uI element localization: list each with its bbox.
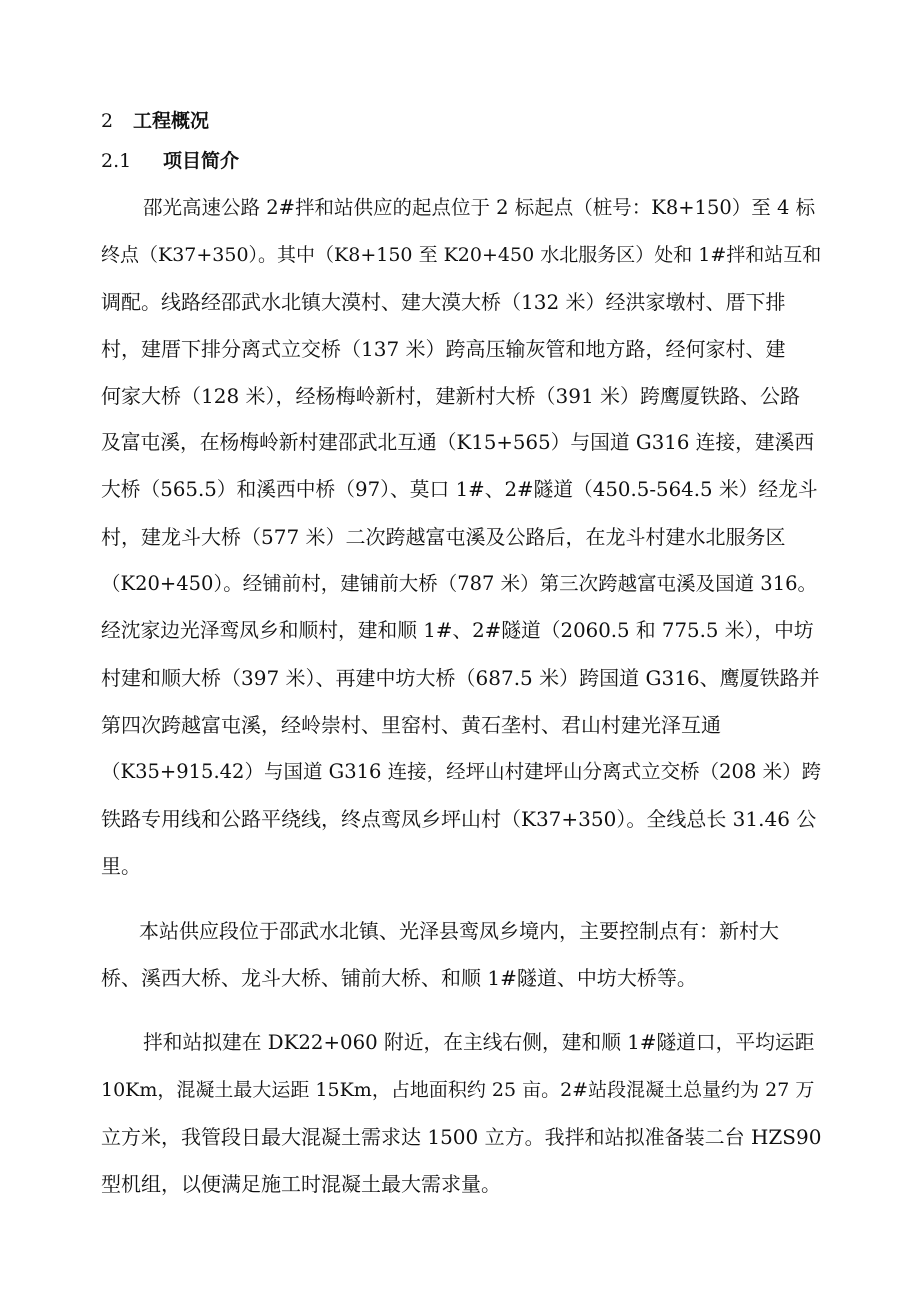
text-line: 10Km，混凝土最大运距 15Km，占地面积约 25 亩。2#站段混凝土总量约为 27 万 (101, 1079, 815, 1101)
text-line: 终点（K37+350）。其中（K8+150 至 K20+450 水北服务区）处和 1#拌和站互和 (101, 244, 822, 266)
text-line: 及富屯溪，在杨梅岭新村建邵武北互通（K15+565）与国道 G316 连接，建溪西 (101, 431, 815, 454)
subsection-heading (101, 149, 239, 173)
text-line: 铁路专用线和公路平绕线，终点鸾凤乡坪山村（K37+350）。全线总长 31.46 公 (101, 807, 817, 831)
text-line: 何家大桥（128 米），经杨梅岭新村，建新村大桥（391 米）跨鹰厦铁路、公路 (101, 384, 801, 408)
subsection-number: 2.1 (101, 150, 132, 172)
text-line: 立方米，我管段日最大混凝土需求达 1500 立方。我拌和站拟准备装二台 HZS90 (101, 1125, 822, 1149)
text-line: 型机组，以便满足施工时混凝土最大需求量。 (101, 1172, 501, 1196)
subsection-title: 项目简介 (163, 150, 240, 172)
text-line: （K20+450）。经铺前村，建铺前大桥（787 米）第三次跨越富屯溪及国道 316。 (101, 572, 818, 595)
section-heading (101, 109, 209, 133)
text-line: （K35+915.42）与国道 G316 连接，经坪山村建坪山分离式立交桥（208 米）跨 (101, 760, 822, 783)
text-line: 里。 (101, 854, 141, 878)
text-line: 村建和顺大桥（397 米）、再建中坊大桥（687.5 米）跨国道 G316、鹰厦铁路并 (101, 666, 820, 690)
text-line: 桥、溪西大桥、龙斗大桥、铺前大桥、和顺 1#隧道、中坊大桥等。 (101, 966, 697, 990)
text-line: 经沈家边光泽鸾凤乡和顺村，建和顺 1#、2#隧道（2060.5 和 775.5 米），中坊 (101, 619, 814, 642)
text-line: 第四次跨越富屯溪，经岭崇村、里窑村、黄石垄村、君山村建光泽互通 (101, 713, 721, 737)
section-title: 工程概况 (133, 110, 210, 132)
section-number: 2 (101, 110, 114, 132)
text-line: 调配。线路经邵武水北镇大漠村、建大漠大桥（132 米）经洪家墩村、厝下排 (101, 290, 786, 314)
text-line: 村，建龙斗大桥（577 米）二次跨越富屯溪及公路后，在龙斗村建水北服务区 (101, 525, 786, 549)
text-line: 拌和站拟建在 DK22+060 附近，在主线右侧，建和顺 1#隧道口，平均运距 (143, 1031, 815, 1054)
text-line: 村，建厝下排分离式立交桥（137 米）跨高压输灰管和地方路，经何家村、建 (101, 337, 786, 361)
text-line: 大桥（565.5）和溪西中桥（97）、莫口 1#、2#隧道（450.5-564.5 米）经龙斗 (101, 478, 818, 501)
text-line: 邵光高速公路 2#拌和站供应的起点位于 2 标起点（桩号：K8+150）至 4 标 (143, 196, 816, 219)
text-line: 本站供应段位于邵武水北镇、光泽县鸾凤乡境内，主要控制点有：新村大 (139, 919, 779, 943)
